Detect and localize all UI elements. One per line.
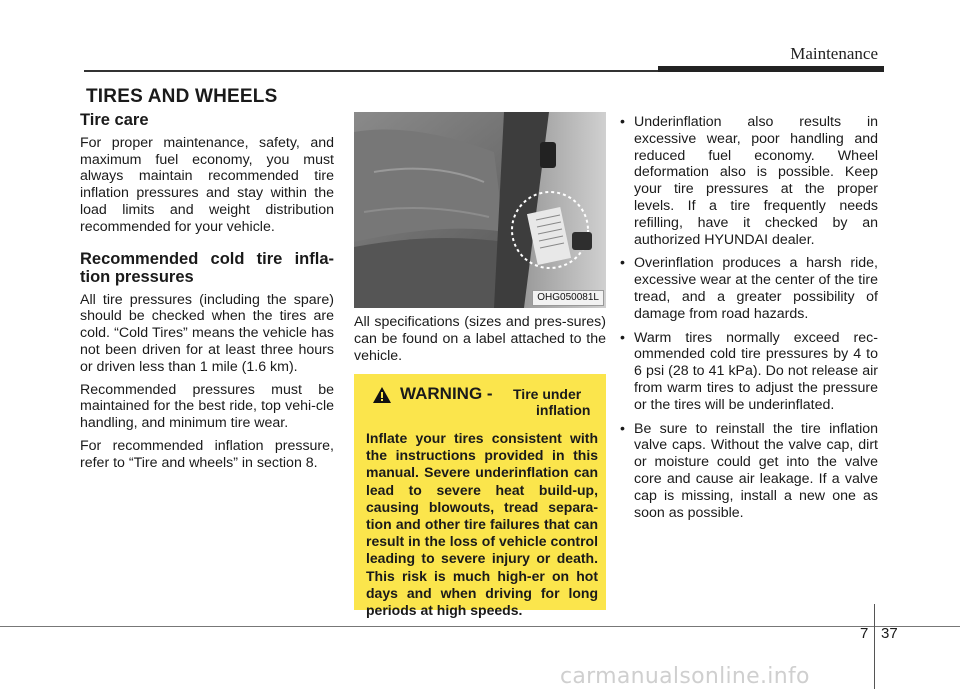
- list-item: • Underinflation also results in excessive wear, poor handling and reduced fuel economy. Wheel deformation also is possible. Keep your tire pressures at the proper levels. If a tire frequently needs refilling, have it checked by an authorized HYUNDAI dealer.: [620, 114, 878, 248]
- bullet-icon: •: [620, 329, 625, 346]
- warning-title-continued: inflation: [536, 402, 591, 418]
- column-middle: [354, 314, 606, 370]
- warning-triangle-icon: [372, 386, 392, 404]
- bullet-icon: •: [620, 255, 625, 272]
- warning-text: Inflate your tires consistent with the instructions provided in this manual. Severe underinflation can lead to severe heat build-up, causing blowouts, tread separa-tion and other tire failures that can result in the loss of vehicle control leading to severe injury or death. This risk is much high-er on hot days and when driving for long periods at high speeds.: [366, 430, 598, 619]
- tire-label-photo: [354, 112, 606, 308]
- figure-code: OHG050081L: [532, 290, 604, 306]
- paragraph: Recommended pressures must be maintained for the best ride, top vehi-cle handling, and minimum tire wear.: [80, 381, 334, 432]
- header-rule-accent: [658, 66, 884, 72]
- warning-header: [366, 384, 598, 426]
- warning-box: [354, 374, 606, 619]
- column-right: [612, 114, 878, 528]
- paragraph: All tire pressures (including the spare) should be checked when the tires are cold. “Cold Tires” means the vehicle has not been driven for at least three hours or driven less than 1 mile (1.6 km).: [80, 291, 334, 375]
- bullet-icon: •: [620, 420, 625, 437]
- list-item: • Be sure to reinstall the tire inflation valve caps. Without the valve cap, dirt or moisture could get into the valve core and cause air leakage. If a valve cap is missing, install a new one as soon as possible.: [620, 420, 878, 521]
- door-pillar-illustration: [354, 112, 606, 308]
- warning-title: Tire under: [513, 386, 582, 402]
- warning-label: WARNING -: [400, 384, 493, 403]
- paragraph: All specifications (sizes and pres-sures) can be found on a label attached to the vehicle.: [354, 314, 606, 364]
- subheading-tire-care: Tire care: [80, 111, 149, 129]
- paragraph: For proper maintenance, safety, and maximum fuel economy, you must always maintain recommended tire inflation pressures and stay within the load limits and weight distribution recommended for your vehicle.: [80, 134, 334, 235]
- watermark: carmanualsonline.info: [560, 664, 810, 689]
- subheading-cold-pressures: Recommended cold tire infla-tion pressures: [80, 249, 334, 286]
- list-item: • Overinflation produces a harsh ride, excessive wear at the center of the tire tread, and a greater possibility of damage from road hazards.: [620, 255, 878, 322]
- page-number: 37: [881, 625, 898, 642]
- running-header: Maintenance: [790, 44, 878, 63]
- list-item: • Warm tires normally exceed rec-ommended cold tire pressures by 4 to 6 psi (28 to 41 kPa). Do not release air from warm tires to adjust the pressure or the tires will be underinflated.: [620, 329, 878, 413]
- chapter-number: 7: [860, 625, 869, 642]
- column-left: [80, 110, 334, 478]
- bullet-icon: •: [620, 114, 625, 130]
- bullet-list: [612, 114, 878, 521]
- footer-rule: [0, 626, 960, 627]
- section-title: TIRES AND WHEELS: [86, 86, 278, 107]
- paragraph: For recommended inflation pressure, refer to “Tire and wheels” in section 8.: [80, 437, 334, 471]
- footer-separator: [874, 604, 875, 689]
